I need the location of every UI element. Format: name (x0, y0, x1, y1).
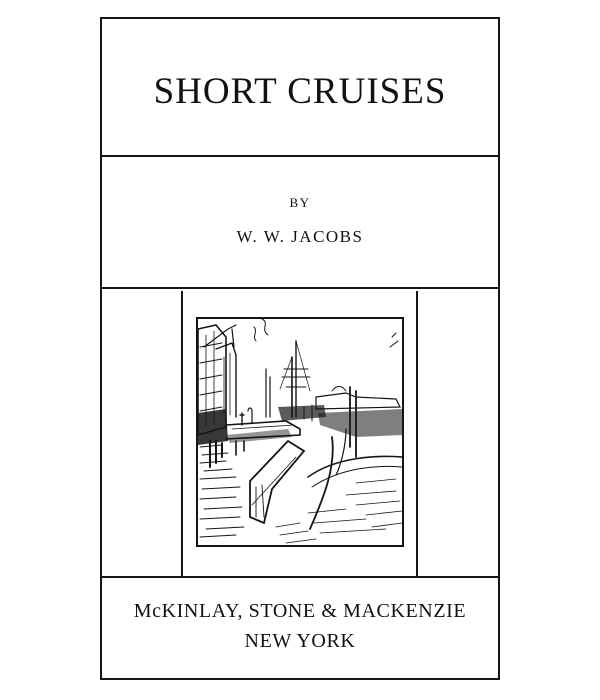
publisher-panel (102, 576, 498, 679)
illustration-left-rule (181, 291, 183, 576)
title-panel (102, 19, 498, 156)
divider-title (102, 155, 498, 157)
book-title: SHORT CRUISES (153, 71, 447, 112)
author-panel (102, 159, 498, 287)
publisher-city: NEW YORK (244, 630, 356, 652)
title-page-frame (100, 17, 500, 680)
author-name: W. W. JACOBS (236, 227, 364, 246)
harbor-scene-illustration (196, 317, 404, 547)
divider-author (102, 287, 498, 289)
illustration-right-rule (416, 291, 418, 576)
publisher-name: McKINLAY, STONE & MACKENZIE (133, 600, 467, 622)
by-label: BY (289, 195, 311, 210)
